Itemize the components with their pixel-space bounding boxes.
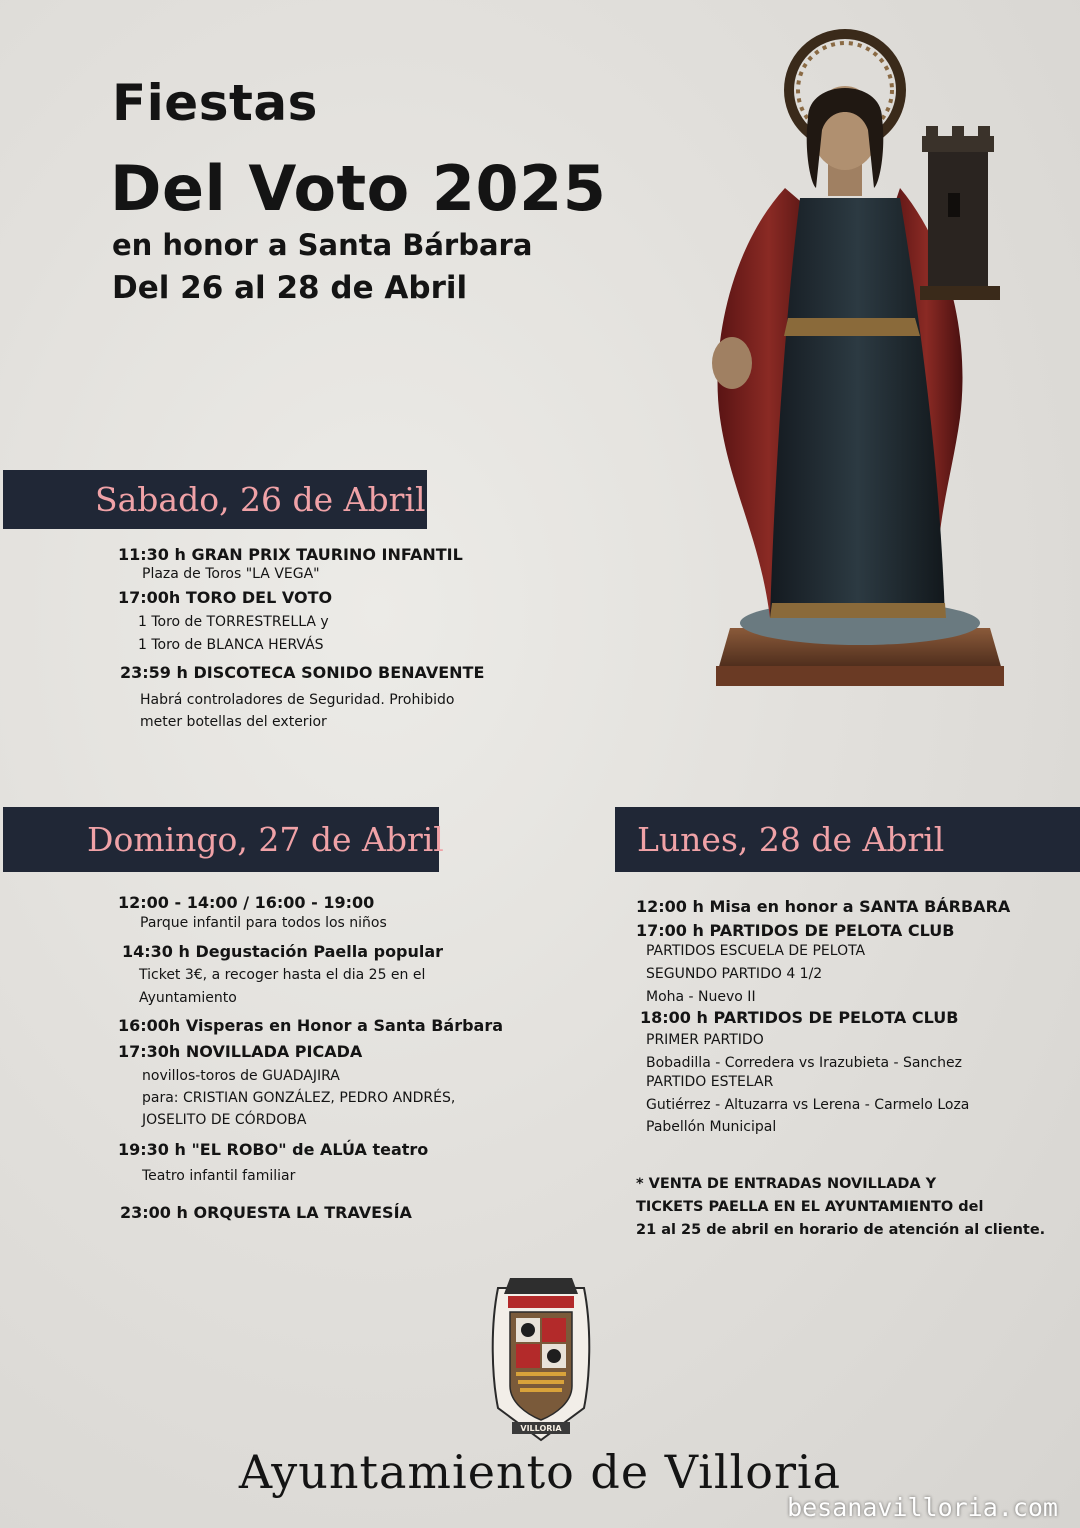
event-title: 14:30 h Degustación Paella popular [122, 942, 444, 961]
event-title: 19:30 h "EL ROBO" de ALÚA teatro [118, 1140, 429, 1159]
event-detail: para: CRISTIAN GONZÁLEZ, PEDRO ANDRÉS, [142, 1090, 456, 1106]
event-detail: 1 Toro de BLANCA HERVÁS [138, 637, 324, 653]
event-detail: PRIMER PARTIDO [646, 1032, 764, 1048]
day-banner-sabado: Sabado, 26 de Abril [3, 470, 427, 529]
watermark: besanavilloria.com [787, 1493, 1058, 1522]
ticket-note: 21 al 25 de abril en horario de atención al cliente. [636, 1222, 1046, 1238]
villoria-crest-image [480, 1268, 602, 1444]
day-banner-domingo: Domingo, 27 de Abril [3, 807, 439, 872]
event-detail: Bobadilla - Corredera vs Irazubieta - Sanchez [646, 1055, 962, 1071]
subtitle-dates: Del 26 al 28 de Abril [112, 270, 468, 306]
event-title: 16:00h Visperas en Honor a Santa Bárbara [118, 1016, 504, 1035]
event-title: 17:00 h PARTIDOS DE PELOTA CLUB [636, 921, 955, 940]
day-banner-lunes: Lunes, 28 de Abril [615, 807, 1080, 872]
crest-label: VILLORIA [520, 1424, 562, 1433]
event-title: 11:30 h GRAN PRIX TAURINO INFANTIL [118, 545, 463, 564]
event-title: 17:00h TORO DEL VOTO [118, 588, 333, 607]
title-fiestas: Fiestas [112, 74, 318, 132]
event-detail: PARTIDOS ESCUELA DE PELOTA [646, 943, 866, 959]
event-detail: Parque infantil para todos los niños [140, 915, 387, 931]
event-detail: Habrá controladores de Seguridad. Prohibido [140, 692, 455, 708]
event-detail: meter botellas del exterior [140, 714, 327, 730]
event-title: 23:59 h DISCOTECA SONIDO BENAVENTE [120, 663, 485, 682]
ticket-note: * VENTA DE ENTRADAS NOVILLADA Y [636, 1176, 937, 1192]
event-detail: SEGUNDO PARTIDO 4 1/2 [646, 966, 823, 982]
event-title: 12:00 - 14:00 / 16:00 - 19:00 [118, 893, 375, 912]
event-detail: novillos-toros de GUADAJIRA [142, 1068, 340, 1084]
event-detail: Moha - Nuevo II [646, 989, 756, 1005]
event-detail: Teatro infantil familiar [142, 1168, 296, 1184]
event-detail: Pabellón Municipal [646, 1119, 777, 1135]
event-detail: 1 Toro de TORRESTRELLA y [138, 614, 329, 630]
santa-barbara-statue-image [690, 18, 1020, 690]
subtitle-honor: en honor a Santa Bárbara [112, 228, 533, 262]
event-detail: Gutiérrez - Altuzarra vs Lerena - Carmelo Loza [646, 1097, 970, 1113]
ticket-note: TICKETS PAELLA EN EL AYUNTAMIENTO del [636, 1199, 984, 1215]
event-detail: PARTIDO ESTELAR [646, 1074, 774, 1090]
event-detail: Plaza de Toros "LA VEGA" [142, 566, 320, 582]
event-detail: Ayuntamiento [139, 990, 237, 1006]
event-detail: Ticket 3€, a recoger hasta el dia 25 en el [139, 967, 426, 983]
event-title: 12:00 h Misa en honor a SANTA BÁRBARA [636, 897, 1011, 916]
title-del-voto: Del Voto 2025 [110, 152, 607, 225]
event-title: 17:30h NOVILLADA PICADA [118, 1042, 363, 1061]
event-detail: JOSELITO DE CÓRDOBA [142, 1112, 307, 1128]
event-title: 18:00 h PARTIDOS DE PELOTA CLUB [640, 1008, 959, 1027]
footer-ayuntamiento: Ayuntamiento de Villoria [238, 1445, 842, 1499]
event-title: 23:00 h ORQUESTA LA TRAVESÍA [120, 1203, 412, 1222]
